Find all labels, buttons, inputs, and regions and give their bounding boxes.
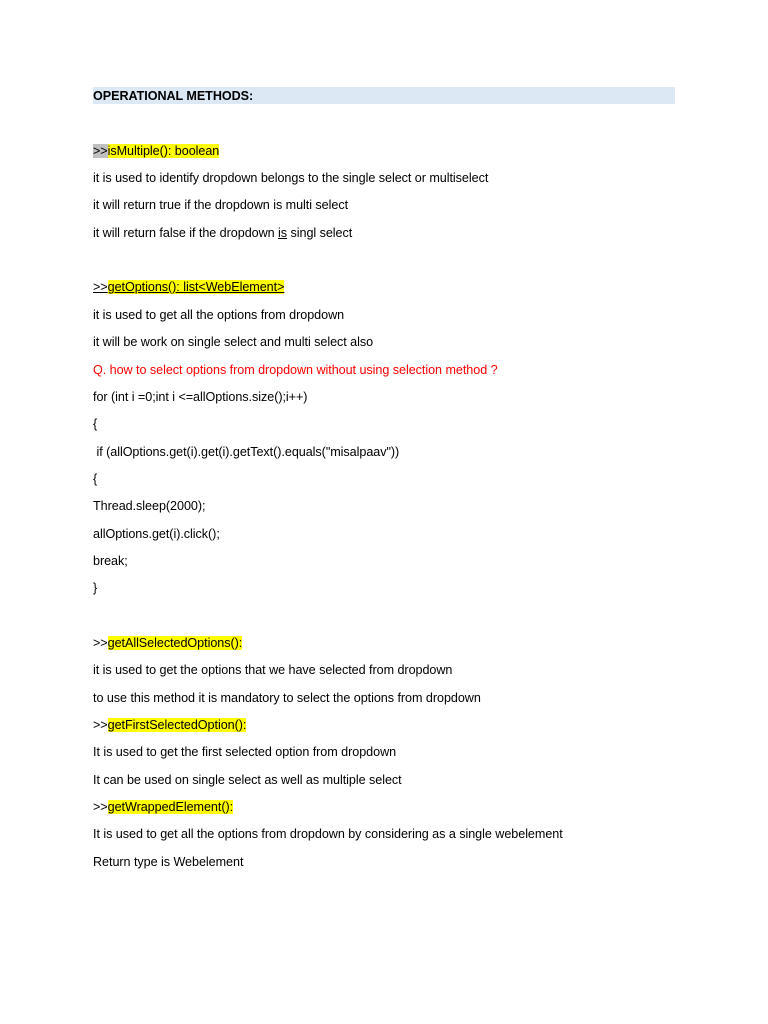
- getfirstselectedoption-heading: [93, 717, 246, 733]
- code-line: {: [93, 472, 98, 486]
- method-title: isMultiple(): boolean: [107, 144, 220, 158]
- arrow-marker: >>: [93, 800, 108, 814]
- getallselectedoptions-heading: [93, 635, 242, 651]
- arrow-marker: >>: [93, 636, 108, 650]
- text-line: it is used to get all the options from dropdown: [93, 308, 345, 322]
- text-line: it will return true if the dropdown is multi select: [93, 198, 349, 212]
- code-line: break;: [93, 554, 128, 568]
- code-line: if (allOptions.get(i).get(i).getText().equals("misalpaav")): [93, 445, 400, 459]
- code-line: Thread.sleep(2000);: [93, 499, 206, 513]
- ismultiple-heading: [93, 143, 219, 159]
- text-line: It is used to get the first selected option from dropdown: [93, 745, 397, 759]
- code-line: }: [93, 581, 98, 595]
- text-line: It can be used on single select as well as multiple select: [93, 773, 402, 787]
- code-line: {: [93, 417, 98, 431]
- method-title: getAllSelectedOptions():: [107, 636, 243, 650]
- text-line: it is used to get the options that we have selected from dropdown: [93, 663, 453, 677]
- arrow-marker: >>: [93, 718, 108, 732]
- arrow-marker: >>: [93, 144, 108, 158]
- text-line: Return type is Webelement: [93, 855, 244, 869]
- method-title: getOptions(): list<WebElement>: [107, 280, 285, 294]
- text-line: it is used to identify dropdown belongs to the single select or multiselect: [93, 171, 489, 185]
- page-heading: OPERATIONAL METHODS:: [93, 89, 254, 103]
- getoptions-heading: [93, 279, 284, 295]
- code-line: for (int i =0;int i <=allOptions.size();i++): [93, 390, 308, 404]
- arrow-marker: >>: [93, 280, 108, 294]
- text-line: to use this method it is mandatory to select the options from dropdown: [93, 691, 481, 705]
- method-title: getFirstSelectedOption():: [107, 718, 247, 732]
- question-line: Q. how to select options from dropdown without using selection method ?: [93, 363, 498, 377]
- text-line: it will return false if the dropdown is singl select: [93, 226, 353, 240]
- text-line: It is used to get all the options from dropdown by considering as a single webelement: [93, 827, 563, 841]
- getwrappedelement-heading: [93, 799, 233, 815]
- code-line: allOptions.get(i).click();: [93, 527, 220, 541]
- text-line: it will be work on single select and multi select also: [93, 335, 374, 349]
- method-title: getWrappedElement():: [107, 800, 234, 814]
